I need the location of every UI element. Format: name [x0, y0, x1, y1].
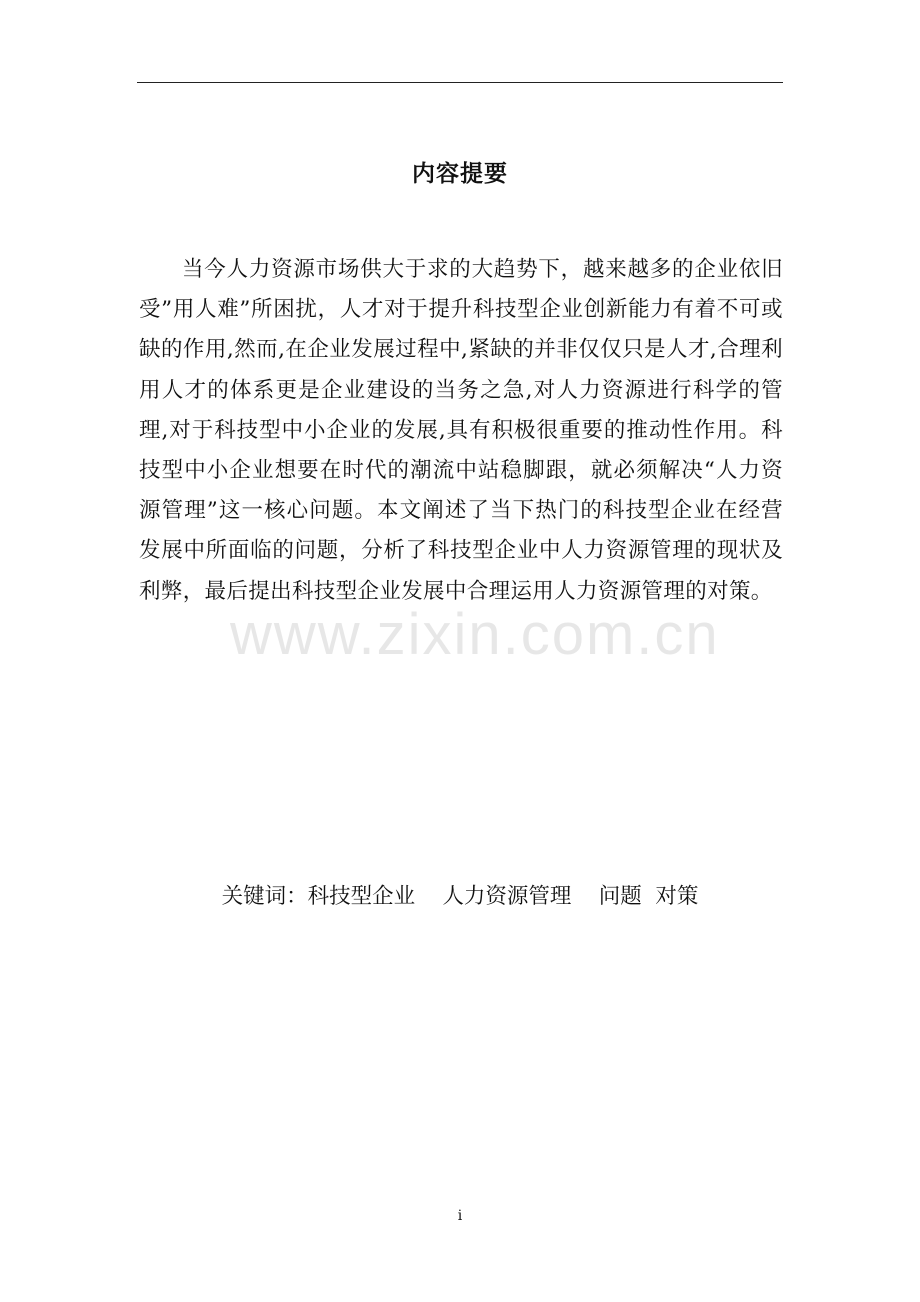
keywords-list: 科技型企业 人力资源管理 问题 对策 [307, 884, 699, 909]
keywords-label: 关键词： [221, 884, 308, 909]
page-number: i [457, 1208, 463, 1224]
abstract-paragraph: 当今人力资源市场供大于求的大趋势下，越来越多的企业依旧受”用人难”所困扰，人才对于提升科技型企业创新能力有着不可或缺的作用,然而,在企业发展过程中,紧缺的并非仅仅只是人才,合理利用人才的体系更是企业建设的当务之急,对人力资源进行科学的管理,对于科技型中小企业的发展,具有积极很重要的推动性作用。科技型中小企业想要在时代的潮流中站稳脚跟，就必须解决“人力资源管理”这一核心问题。本文阐述了当下热门的科技型企业在经营发展中所面临的问题，分析了科技型企业中人力资源管理的现状及利弊，最后提出科技型企业发展中合理运用人力资源管理的对策。 [139, 257, 783, 604]
page-title: 内容提要 [412, 160, 508, 187]
watermark: www.zixin.com.cn [230, 602, 720, 667]
keywords-line [0, 880, 920, 914]
header-rule [137, 82, 783, 83]
